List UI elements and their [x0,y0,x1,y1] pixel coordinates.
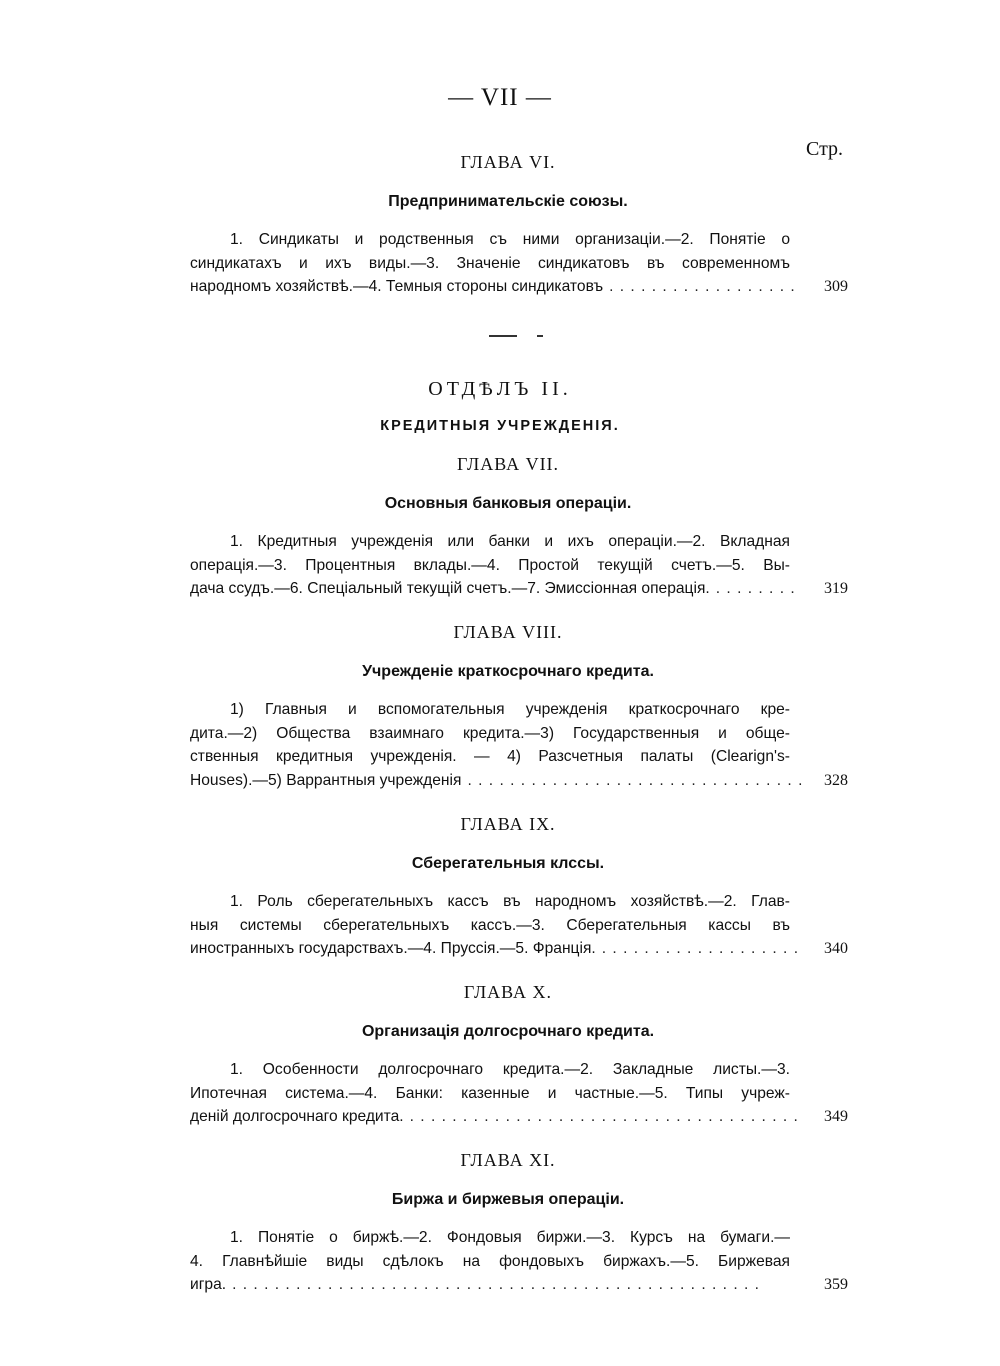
chapter-heading: ГЛАВА IX. [460,814,556,834]
pages-column-label: Стр. [806,138,844,160]
leader-dots [603,275,802,299]
contents-line: Ипотечная система.—4. Банки: казенные и частные.—5. Типы учреж- [190,1084,790,1102]
page-ref[interactable]: 319 [824,580,848,598]
chapter-contents [190,228,850,299]
contents-line: дита.—2) Общества взаимнаго кредита.—3) Государственныя и обще- [190,724,790,742]
contents-line: иностранныхъ государствахъ.—4. Пруссія.—5. Франція. [190,940,596,958]
chapter-heading: ГЛАВА X. [463,982,553,1002]
contents-line: дача ссудъ.—6. Спеціальный текущій счетъ.—7. Эмиссіонная операція. [190,580,710,598]
chapter-7-block [190,450,850,601]
chapter-10-block [190,978,850,1129]
contents-line: 1. Роль сберегательныхъ кассъ въ народномъ хозяйствѣ.—2. Глав- [230,893,790,910]
chapter-title: Сберегательныя клссы. [411,855,605,872]
leader-dots [404,1105,802,1129]
section-divider-dot [537,335,543,337]
page-number: — VII — [448,84,552,111]
chapter-contents [190,1058,850,1129]
chapter-heading: ГЛАВА VI. [460,152,556,172]
contents-line: ныя системы сберегательныхъ кассъ.—3. Сберегательныя кассы въ [190,916,790,934]
section-divider [489,335,517,337]
page-ref[interactable]: 349 [824,1108,848,1126]
contents-line: деній долгосрочнаго кредита. [190,1108,404,1126]
page-ref[interactable]: 359 [824,1276,848,1294]
chapter-heading: ГЛАВА VII. [456,454,560,474]
contents-line: 4. Главнѣйшіе виды сдѣлокъ на фондовыхъ биржахъ.—5. Биржевая [190,1252,790,1270]
chapter-title: Предпринимательскіе союзы. [388,193,628,210]
page-ref[interactable]: 340 [824,940,848,958]
chapter-title: Биржа и биржевыя операціи. [391,1191,625,1208]
chapter-title: Учрежденіе краткосрочнаго кредита. [362,663,654,680]
chapter-contents [190,698,850,792]
chapter-11-block [190,1146,850,1297]
contents-line: 1. Кредитныя учрежденія или банки и ихъ операціи.—2. Вкладная [230,533,790,550]
section-title: КРЕДИТНЫЯ УЧРЕЖДЕНІЯ. [380,418,620,434]
chapter-heading: ГЛАВА VIII. [453,622,563,642]
leader-dots [596,937,802,961]
leader-dots [226,1273,802,1297]
page-ref[interactable]: 328 [824,771,848,789]
contents-line: 1. Понятіе о биржѣ.—2. Фондовыя биржи.—3. Курсъ на бумаги.— [230,1229,790,1246]
chapter-contents [190,1226,850,1297]
contents-line: ственныя кредитныя учрежденія. — 4) Разсчетныя палаты (Clearign's- [190,748,790,766]
chapter-9-block [190,810,850,961]
page-ref[interactable]: 309 [824,278,848,296]
leader-dots [461,769,802,793]
chapter-contents [190,890,850,961]
contents-line: 1. Особенности долгосрочнаго кредита.—2. Закладные листы.—3. [230,1061,790,1078]
chapter-6-block [190,148,850,299]
contents-line: синдикатахъ и ихъ виды.—3. Значеніе синдикатовъ въ современномъ [190,254,790,272]
contents-line: Houses).—5) Варрантныя учрежденія [190,771,462,789]
section-heading: ОТДѢЛЪ II. [428,378,572,400]
contents-line: 1) Главныя и вспомогательныя учрежденія краткосрочнаго кре- [230,701,790,718]
chapter-8-block [190,618,850,792]
chapter-title: Организація долгосрочнаго кредита. [361,1023,655,1040]
contents-line: операція.—3. Процентныя вклады.—4. Простой текущій счетъ.—5. Вы- [190,556,790,574]
chapter-title: Основныя банковыя операціи. [384,495,632,512]
contents-line: 1. Синдикаты и родственныя съ ними организаціи.—2. Понятіе о [230,231,790,248]
chapter-heading: ГЛАВА XI. [460,1150,556,1170]
contents-line: игра. [190,1276,227,1294]
leader-dots [710,577,802,601]
chapter-contents [190,530,850,601]
contents-line: народномъ хозяйствѣ.—4. Темныя стороны синдикатовъ [190,278,604,296]
